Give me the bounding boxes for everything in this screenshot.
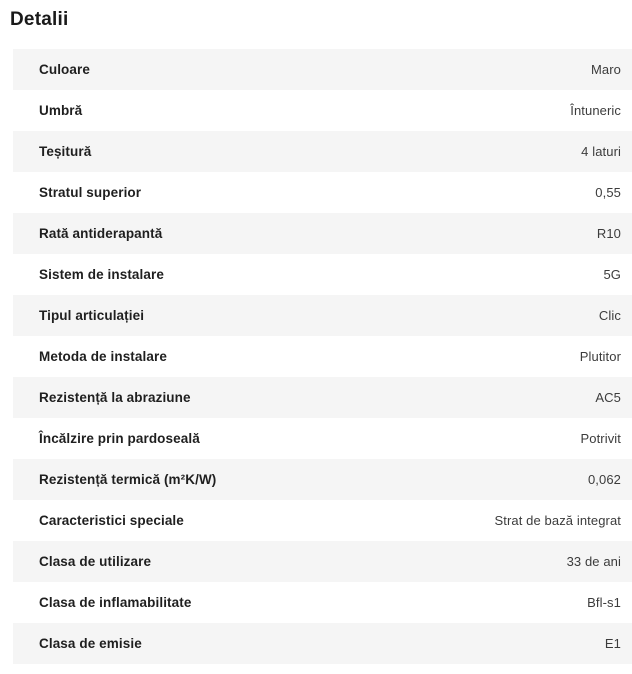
row-value: E1	[604, 636, 621, 651]
row-value: Bfl-s1	[587, 595, 621, 610]
row-label: Rezistență termică (m²K/W)	[39, 472, 217, 487]
table-row	[13, 500, 632, 541]
table-row	[13, 254, 632, 295]
table-row	[13, 295, 632, 336]
row-value: 0,55	[595, 185, 621, 200]
table-row	[13, 582, 632, 623]
table-row	[13, 90, 632, 131]
table-row	[13, 459, 632, 500]
page-title: Detalii	[10, 9, 69, 30]
details-table	[0, 49, 632, 664]
row-value: 0,062	[587, 472, 621, 487]
row-label: Tipul articulației	[39, 308, 145, 323]
row-label: Caracteristici speciale	[39, 513, 184, 528]
row-value: Potrivit	[580, 431, 621, 446]
table-row	[13, 377, 632, 418]
row-label: Rată antiderapantă	[39, 226, 163, 241]
row-label: Metoda de instalare	[39, 349, 167, 364]
row-label: Teșitură	[39, 144, 92, 159]
row-label: Clasa de inflamabilitate	[39, 595, 192, 610]
row-label: Sistem de instalare	[39, 267, 164, 282]
row-value: 4 laturi	[581, 144, 621, 159]
row-label: Culoare	[39, 62, 90, 77]
row-value: 5G	[603, 267, 621, 282]
table-row	[13, 49, 632, 90]
table-row	[13, 213, 632, 254]
table-row	[13, 131, 632, 172]
table-row	[13, 172, 632, 213]
row-value: 33 de ani	[566, 554, 621, 569]
table-row	[13, 418, 632, 459]
row-label: Umbră	[39, 103, 83, 118]
row-label: Clasa de utilizare	[39, 554, 152, 569]
row-value: AC5	[595, 390, 621, 405]
row-label: Rezistență la abraziune	[39, 390, 191, 405]
table-row	[13, 541, 632, 582]
row-value: Strat de bază integrat	[494, 513, 621, 528]
row-value: Maro	[590, 62, 621, 77]
row-value: Întuneric	[570, 103, 621, 118]
row-label: Stratul superior	[39, 185, 142, 200]
table-row	[13, 336, 632, 377]
row-value: R10	[596, 226, 621, 241]
row-value: Plutitor	[579, 349, 621, 364]
row-value: Clic	[598, 308, 621, 323]
table-row	[13, 623, 632, 664]
row-label: Încălzire prin pardoseală	[39, 431, 200, 446]
row-label: Clasa de emisie	[39, 636, 142, 651]
